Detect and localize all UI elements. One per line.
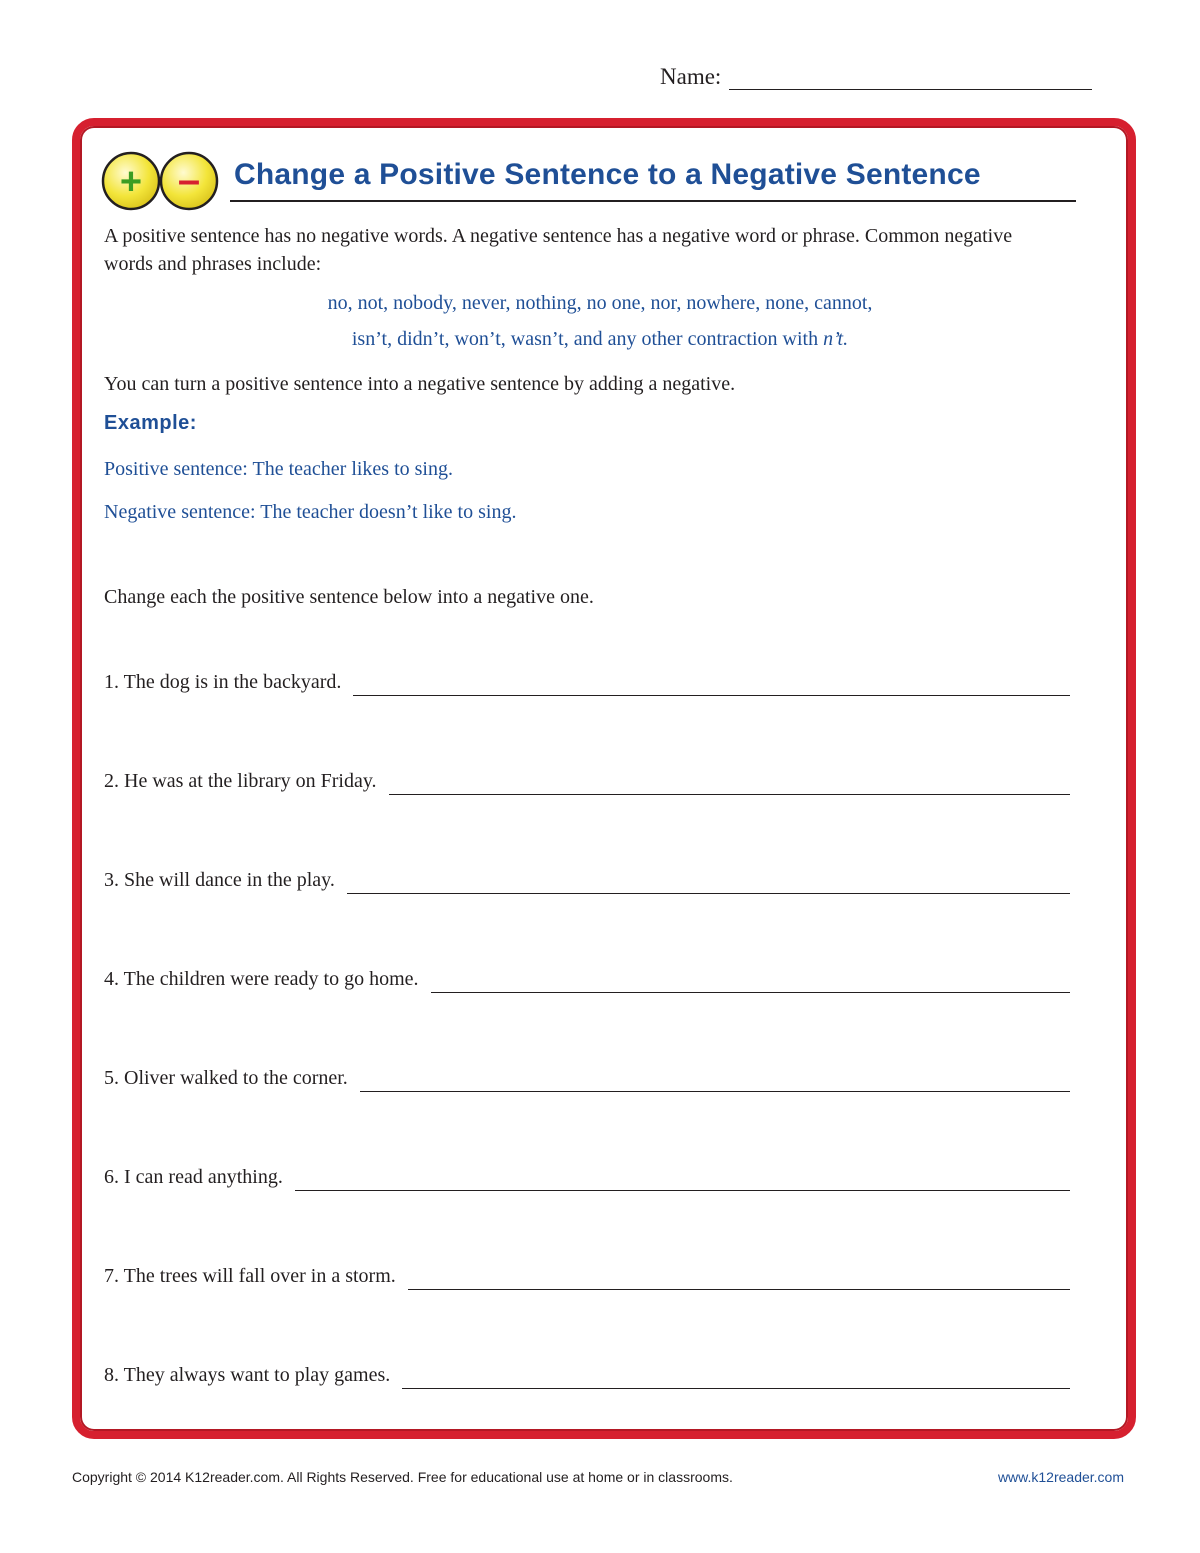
example-negative: Negative sentence: The teacher doesn’t like to sing. [104, 501, 517, 523]
question-row [104, 965, 1070, 993]
question-row [104, 1163, 1070, 1191]
question-row [104, 866, 1070, 894]
negative-words-line-2-text: isn’t, didn’t, won’t, wasn’t, and any other contraction with [351, 328, 819, 350]
question-row [104, 1064, 1070, 1092]
website-link[interactable]: www.k12reader.com [997, 1469, 1124, 1485]
question-text: 6. I can read anything. [104, 1166, 283, 1188]
example-heading: Example: [104, 412, 197, 434]
answer-line[interactable] [347, 871, 1070, 894]
answer-line[interactable] [402, 1366, 1070, 1389]
minus-sign: – [177, 158, 201, 202]
question-row [104, 1361, 1070, 1389]
question-row [104, 1262, 1070, 1290]
question-text: 2. He was at the library on Friday. [104, 770, 377, 792]
question-text: 7. The trees will fall over in a storm. [104, 1265, 396, 1287]
page-title: Change a Positive Sentence to a Negative Sentence [234, 158, 981, 191]
question-text: 4. The children were ready to go home. [104, 968, 419, 990]
nt-contraction: n’t. [823, 328, 849, 350]
turn-sentence: You can turn a positive sentence into a negative sentence by adding a negative. [104, 373, 736, 395]
negative-words-line-1: no, not, nobody, never, nothing, no one, nor, nowhere, none, cannot, [327, 292, 873, 314]
copyright-notice: Copyright © 2014 K12reader.com. All Rights Reserved. Free for educational use at home or in classrooms. [72, 1469, 733, 1485]
question-row [104, 668, 1070, 696]
answer-line[interactable] [353, 673, 1070, 696]
answer-line[interactable] [360, 1069, 1070, 1092]
question-row [104, 767, 1070, 795]
intro-paragraph: A positive sentence has no negative words. A negative sentence has a negative word or phrase. Common negative words and phrases include: [104, 225, 1013, 275]
answer-line[interactable] [408, 1267, 1070, 1290]
example-positive: Positive sentence: The teacher likes to sing. [104, 458, 453, 480]
question-text: 3. She will dance in the play. [104, 869, 335, 891]
plus-minus-logo-icon [100, 150, 224, 212]
instructions: Change each the positive sentence below into a negative one. [104, 586, 594, 608]
question-text: 1. The dog is in the backyard. [104, 671, 342, 693]
name-label: Name: [660, 64, 722, 89]
title-row [230, 154, 1076, 202]
answer-line[interactable] [295, 1168, 1070, 1191]
answer-line[interactable] [389, 772, 1070, 795]
name-field-row [660, 64, 1100, 90]
question-text: 8. They always want to play games. [104, 1364, 391, 1386]
question-text: 5. Oliver walked to the corner. [104, 1067, 348, 1089]
answer-line[interactable] [431, 970, 1070, 993]
plus-sign: + [119, 161, 143, 203]
negative-words-line-2 [150, 328, 1050, 351]
name-blank-line[interactable] [729, 65, 1092, 90]
